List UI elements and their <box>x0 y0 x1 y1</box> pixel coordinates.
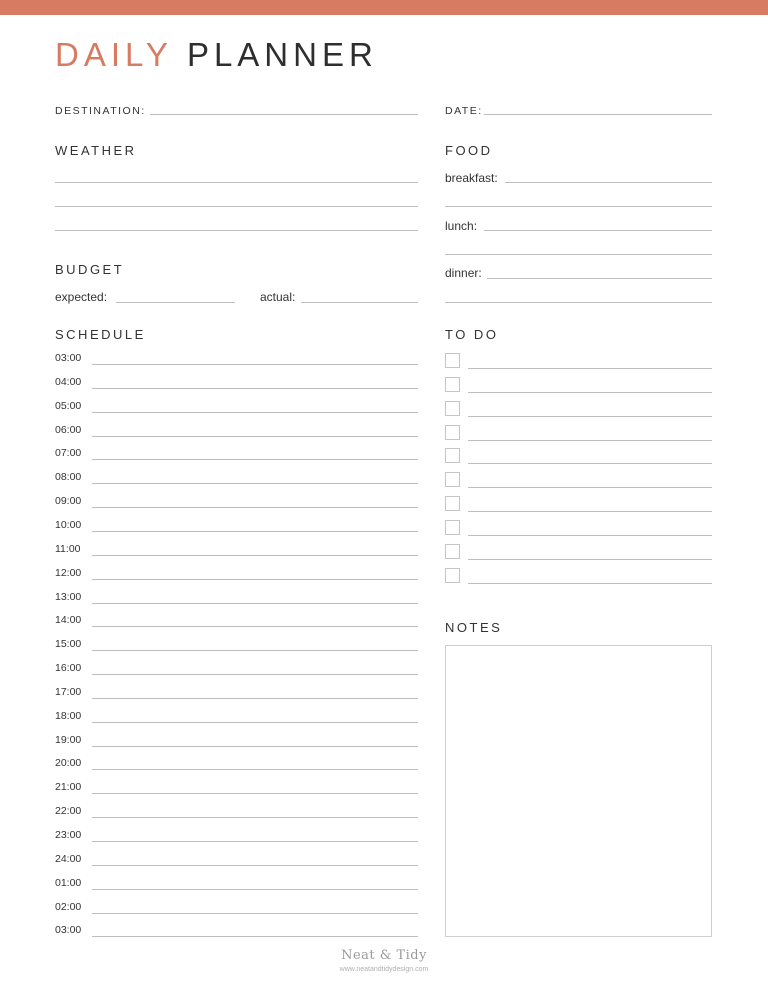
brand-logo: Neat & Tidy <box>341 948 427 963</box>
schedule-time: 02:00 <box>55 900 82 913</box>
schedule-line[interactable] <box>92 364 418 365</box>
schedule-line[interactable] <box>92 817 418 818</box>
schedule-time: 19:00 <box>55 733 82 746</box>
schedule-line[interactable] <box>92 674 418 675</box>
breakfast-field-2[interactable] <box>445 206 712 207</box>
page-title <box>55 37 378 73</box>
actual-label: actual: <box>260 290 296 304</box>
schedule-time: 15:00 <box>55 638 82 651</box>
schedule-line[interactable] <box>92 769 418 770</box>
schedule-time: 23:00 <box>55 829 82 841</box>
schedule-time: 18:00 <box>55 709 82 722</box>
schedule-line[interactable] <box>92 483 418 484</box>
schedule-time: 11:00 <box>55 542 81 555</box>
schedule-time: 06:00 <box>55 423 82 436</box>
schedule-line[interactable] <box>92 746 418 747</box>
todo-line[interactable] <box>468 487 712 488</box>
schedule-line[interactable] <box>92 865 418 866</box>
schedule-line[interactable] <box>92 507 418 508</box>
schedule-line[interactable] <box>92 650 418 651</box>
weather-line[interactable] <box>55 206 418 207</box>
breakfast-label: breakfast: <box>445 171 498 185</box>
todo-checkbox[interactable] <box>445 568 460 583</box>
schedule-time: 17:00 <box>55 685 82 698</box>
food-heading: FOOD <box>445 143 493 158</box>
schedule-time: 14:00 <box>55 614 82 627</box>
todo-checkbox[interactable] <box>445 520 460 535</box>
schedule-line[interactable] <box>92 555 418 556</box>
actual-field[interactable] <box>301 302 418 303</box>
expected-label: expected: <box>55 290 108 304</box>
schedule-line[interactable] <box>92 436 418 437</box>
schedule-line[interactable] <box>92 722 418 723</box>
todo-heading: TO DO <box>445 327 499 342</box>
schedule-line[interactable] <box>92 603 418 604</box>
todo-checkbox[interactable] <box>445 448 460 463</box>
lunch-field[interactable] <box>484 230 712 231</box>
todo-checkbox[interactable] <box>445 425 460 440</box>
weather-line[interactable] <box>55 230 418 231</box>
todo-line[interactable] <box>468 416 712 417</box>
destination-field[interactable] <box>150 114 418 115</box>
dinner-field-2[interactable] <box>445 302 712 303</box>
todo-line[interactable] <box>468 440 712 441</box>
schedule-line[interactable] <box>92 698 418 699</box>
schedule-time: 03:00 <box>55 924 82 937</box>
date-label: DATE: <box>445 105 483 117</box>
schedule-time: 16:00 <box>55 662 82 675</box>
schedule-line[interactable] <box>92 936 418 937</box>
todo-line[interactable] <box>468 368 712 369</box>
todo-line[interactable] <box>468 535 712 536</box>
breakfast-field[interactable] <box>505 182 712 183</box>
dinner-label: dinner: <box>445 266 482 280</box>
todo-checkbox[interactable] <box>445 472 460 487</box>
schedule-time: 22:00 <box>55 805 82 818</box>
title-accent: DAILY <box>55 36 173 73</box>
schedule-time: 07:00 <box>55 447 82 460</box>
dinner-field[interactable] <box>487 278 712 279</box>
todo-checkbox[interactable] <box>445 353 460 368</box>
schedule-line[interactable] <box>92 626 418 627</box>
todo-line[interactable] <box>468 583 712 584</box>
weather-heading: WEATHER <box>55 143 137 158</box>
todo-line[interactable] <box>468 511 712 512</box>
todo-checkbox[interactable] <box>445 401 460 416</box>
date-field[interactable] <box>484 114 712 115</box>
todo-line[interactable] <box>468 463 712 464</box>
schedule-time: 10:00 <box>55 518 82 531</box>
todo-checkbox[interactable] <box>445 496 460 511</box>
destination-label: DESTINATION: <box>55 105 146 117</box>
todo-line[interactable] <box>468 392 712 393</box>
todo-line[interactable] <box>468 559 712 560</box>
schedule-line[interactable] <box>92 388 418 389</box>
schedule-time: 12:00 <box>55 566 82 579</box>
lunch-label: lunch: <box>445 219 478 233</box>
schedule-line[interactable] <box>92 459 418 460</box>
notes-heading: NOTES <box>445 620 503 635</box>
schedule-time: 04:00 <box>55 375 82 388</box>
brand-url: www.neatandtidydesign.com <box>339 966 429 973</box>
schedule-time: 03:00 <box>55 352 82 364</box>
todo-checkbox[interactable] <box>445 544 460 559</box>
schedule-time: 08:00 <box>55 471 82 484</box>
schedule-time: 20:00 <box>55 757 82 770</box>
schedule-line[interactable] <box>92 531 418 532</box>
top-accent-bar <box>0 0 768 15</box>
schedule-line[interactable] <box>92 412 418 413</box>
schedule-time: 21:00 <box>55 781 82 794</box>
schedule-line[interactable] <box>92 841 418 842</box>
title-main: PLANNER <box>186 36 378 73</box>
schedule-line[interactable] <box>92 793 418 794</box>
schedule-heading: SCHEDULE <box>55 327 146 342</box>
schedule-time: 13:00 <box>55 590 82 603</box>
schedule-line[interactable] <box>92 913 418 914</box>
notes-box[interactable] <box>445 645 712 937</box>
budget-heading: BUDGET <box>55 262 125 277</box>
todo-checkbox[interactable] <box>445 377 460 392</box>
schedule-time: 05:00 <box>55 399 82 412</box>
weather-line[interactable] <box>55 182 418 183</box>
schedule-line[interactable] <box>92 889 418 890</box>
schedule-time: 24:00 <box>55 852 82 865</box>
lunch-field-2[interactable] <box>445 254 712 255</box>
schedule-line[interactable] <box>92 579 418 580</box>
schedule-time: 09:00 <box>55 495 82 508</box>
schedule-time: 01:00 <box>55 876 82 889</box>
expected-field[interactable] <box>116 302 235 303</box>
